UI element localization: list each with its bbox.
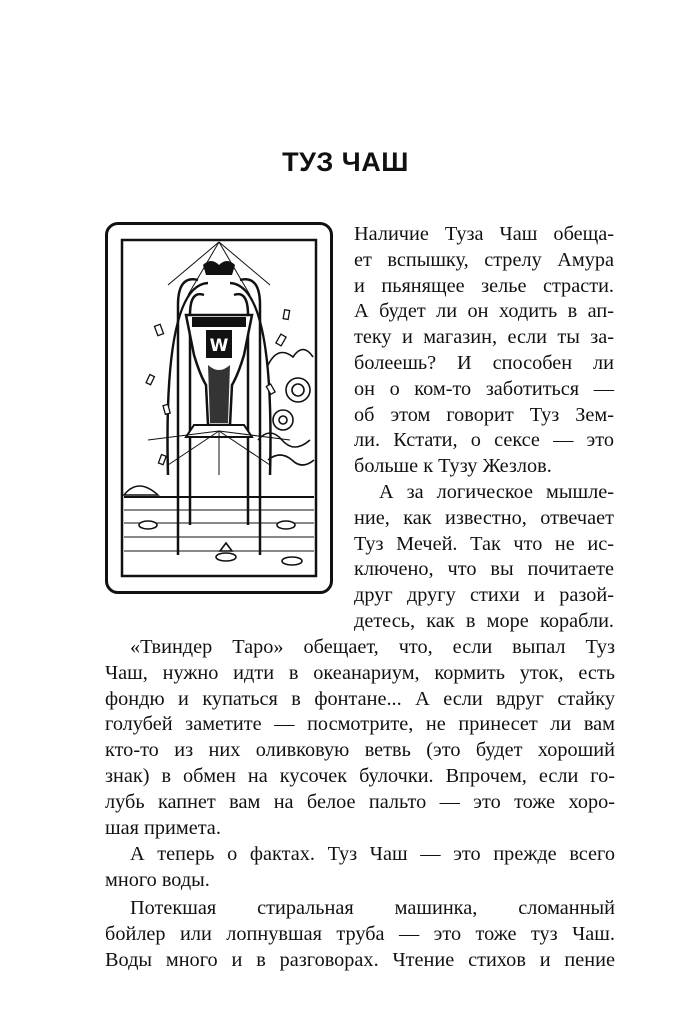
text-line: А теперь о фактах. Туз Чаш — это прежде всего [130,843,615,865]
text-line: А будет ли он ходить в ап- [354,300,614,323]
text-line: Потекшая стиральная машинка, сломанный [130,897,615,919]
text-line: Наличие Туза Чаш обеща- [354,223,614,245]
paragraph-4 [105,842,615,894]
text-line: болеешь? И способен ли [354,351,614,374]
text-line: фондю и купаться в фонтане... А если вдруг стайку [105,687,615,710]
text-line: больше к Тузу Жезлов. [354,455,552,478]
text-line: Чаш, нужно идти в океанариум, кормить уток, есть [105,661,615,684]
text-line: детесь, как в море корабли. [354,609,614,632]
page-title: ТУЗ ЧАШ [282,147,409,177]
dove-icon [203,261,235,275]
text-line: «Твиндер Таро» обещает, что, если выпал Туз [130,636,615,658]
ace-of-cups-drawing [108,225,330,591]
paragraph-2 [354,480,614,635]
text-line: об этом говорит Туз Зем- [354,403,614,426]
text-line: Воды много и в разговорах. Чтение стихов и пение [105,948,615,971]
text-line: ние, как известно, отвечает [354,506,614,529]
text-line: теку и магазин, если ты за- [354,326,614,349]
text-line: голубей заметите — посмотрите, не принесет ли вам [105,713,615,736]
lily-pads [139,521,302,565]
text-line: А за логическое мышле- [379,481,614,503]
paragraph-5 [105,896,615,973]
text-line: кто-то из них оливковую ветвь (это будет хороший [105,739,615,762]
text-line: друг другу стихи и разой- [354,584,614,607]
cup-emblem-letter: W [209,336,229,356]
cup-icon [186,315,252,437]
tarot-card-illustration [105,222,333,594]
text-line: ключено, что вы почитаете [354,558,614,581]
paragraph-1 [354,222,614,480]
text-line: он о ком-то заботиться — [354,377,614,400]
text-line: Туз Мечей. Так что не ис- [354,532,614,555]
water-lines [124,510,314,551]
text-line: ет вспышку, стрелу Амура [354,248,614,271]
text-line: бойлер или лопнувшая труба — это тоже туз Чаш. [105,922,615,945]
text-line: шая примета. [105,816,221,839]
text-line: ли. Кстати, о сексе — это [354,429,614,452]
cup-rays [148,431,290,475]
paragraph-3 [105,635,615,841]
text-line: лубь капнет вам на белое пальто — это тоже хоро- [105,790,615,813]
text-line: много воды. [105,868,210,891]
hill [124,486,158,495]
text-line: знак) в обмен на кусочек булочки. Впрочем, если го- [105,764,615,787]
text-line: и пьянящее зелье страсти. [354,274,614,297]
